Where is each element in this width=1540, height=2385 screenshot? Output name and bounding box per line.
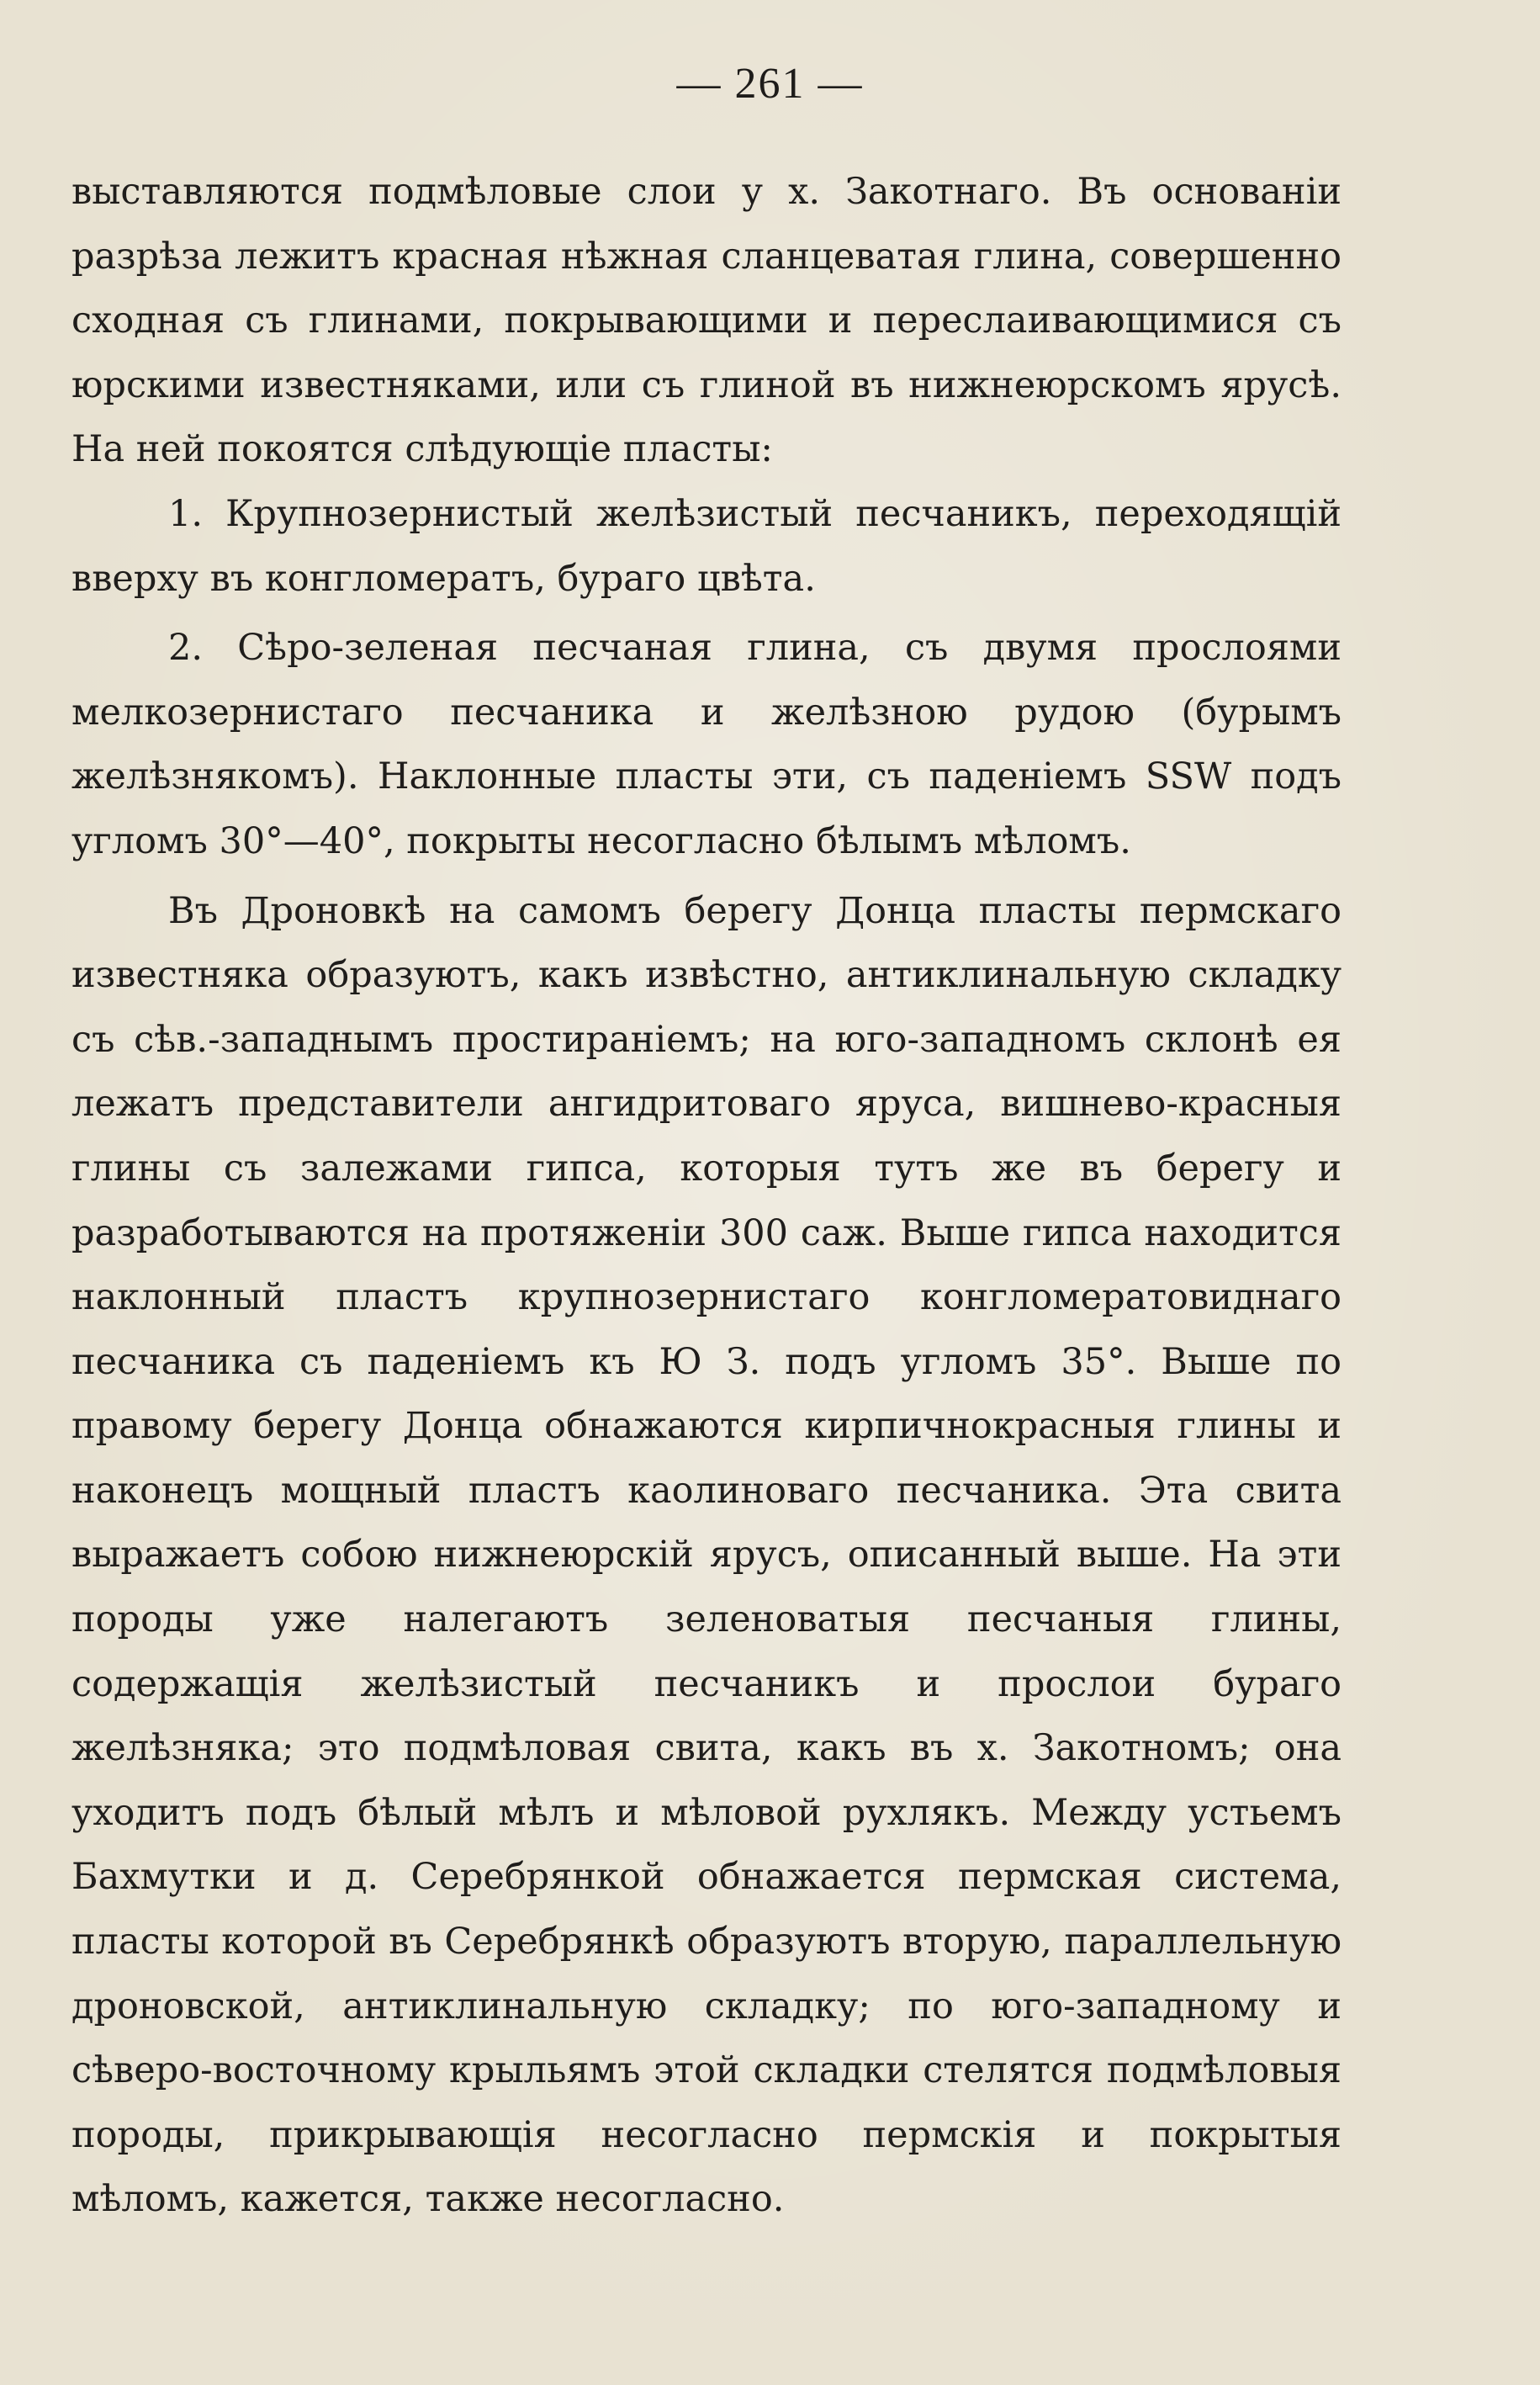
- page-number: — 261 —: [676, 60, 864, 108]
- list-item-2: 2. Сѣро-зеленая песчаная глина, съ двумя прослоями мелкозернистаго песчаника и желѣзною рудою (бурымъ желѣзнякомъ). Наклонные пласты эти, съ паденіемъ SSW подъ угломъ 30°—40°, покрыты несогласно бѣлымъ мѣломъ.: [71, 627, 1342, 862]
- page-body: [71, 160, 1342, 2232]
- paragraph-2: Въ Дроновкѣ на самомъ берегу Донца пласты пермскаго известняка образуютъ, какъ извѣстно, антиклинальную складку съ сѣв.-западнымъ простираніемъ; на юго-западномъ склонѣ ея лежатъ представители ангидритоваго яруса, вишнево-красныя глины съ залежами гипса, которыя тутъ же въ берегу и разработываются на протяженіи 300 саж. Выше гипса находится наклонный пластъ крупнозернистаго конгломератовиднаго песчаника съ паденіемъ къ Ю З. подъ угломъ 35°. Выше по правому берегу Донца обнажаются кирпичнокрасныя глины и наконецъ мощный пластъ каолиноваго песчаника. Эта свита выражаетъ собою нижнеюрскій ярусъ, описанный выше. На эти породы уже налегаютъ зеленоватыя песчаныя глины, содержащія желѣзистый песчаникъ и прослои бураго желѣзняка; это подмѣловая свита, какъ въ х. Закотномъ; она уходитъ подъ бѣлый мѣлъ и мѣловой рухлякъ. Между устьемъ Бахмутки и д. Серебрянкой обнажается пермская система, пласты которой въ Серебрянкѣ образуютъ вторую, параллельную дроновской, антиклинальную складку; по юго-западному и сѣверо-восточному крыльямъ этой складки стелятся подмѣловыя породы, прикрывающія несогласно пермскія и покрытыя мѣломъ, кажется, также несогласно.: [71, 889, 1342, 2221]
- paragraph-1: выставляются подмѣловые слои у х. Закотнаго. Въ основаніи разрѣза лежитъ красная нѣжная сланцеватая глина, совершенно сходная съ глинами, покрывающими и переслаивающимися съ юрскими известняками, или съ глиной въ нижнеюрскомъ ярусѣ. На ней покоятся слѣдующіе пласты:: [71, 171, 1342, 471]
- list-item-1: 1. Крупнозернистый желѣзистый песчаникъ, переходящій вверху въ конгломератъ, бураго цвѣта.: [71, 492, 1342, 600]
